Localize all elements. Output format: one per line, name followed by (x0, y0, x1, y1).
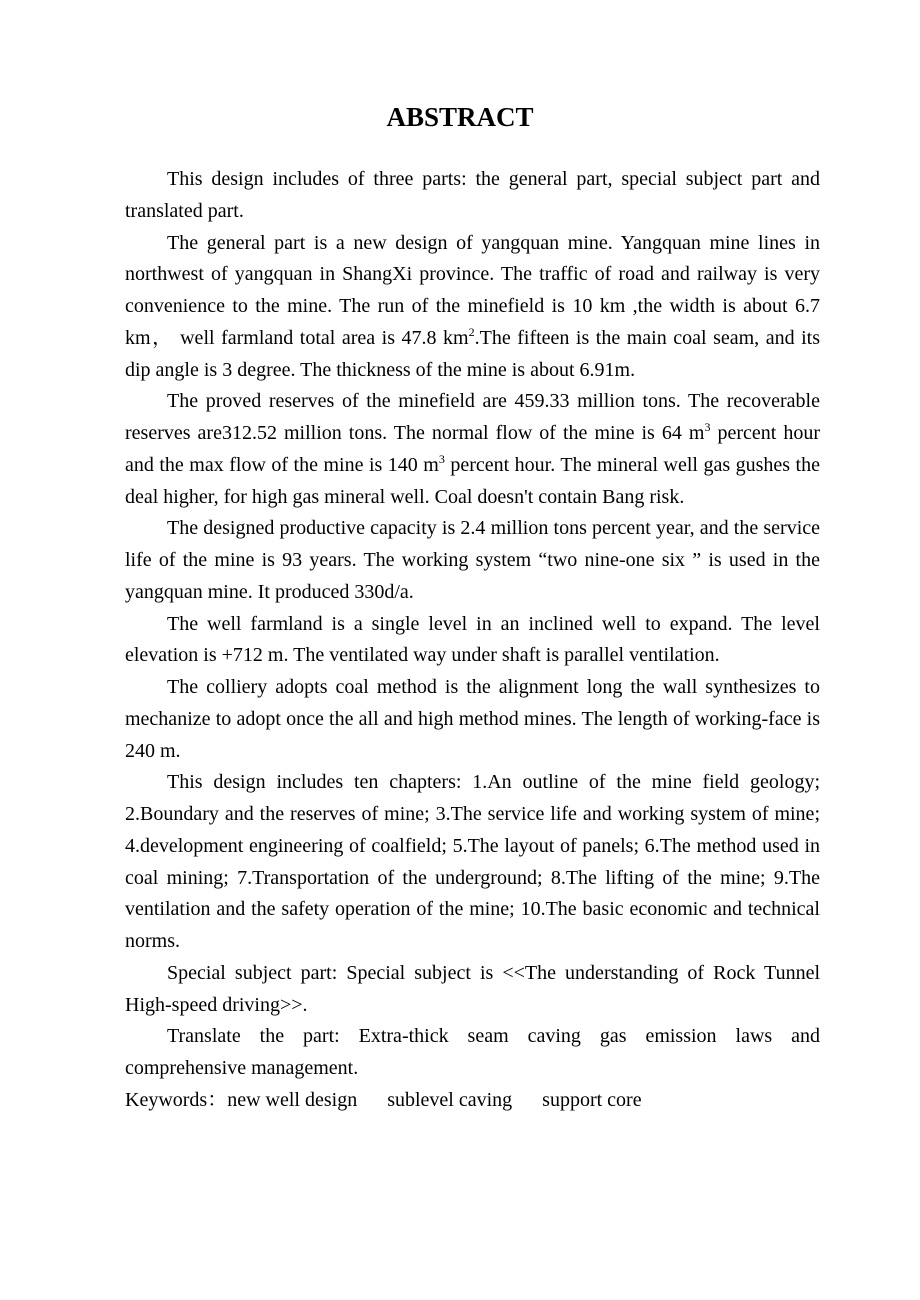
paragraph-overview: This design includes of three parts: the general part, special subject part and translated part. (125, 168, 820, 222)
text-run: percent hour and the max flow of the mine is 140 m (125, 422, 821, 476)
text-run: The proved reserves of the minefield are 459.33 million tons. The recoverable reserves are312.52 million tons. The normal flow of the mine is 64 m (125, 390, 820, 444)
keyword: support core (542, 1088, 642, 1111)
paragraph-capacity: The designed productive capacity is 2.4 million tons percent year, and the service life of the mine is 93 years. The working system “two nine-one six ” is used in the yangquan mine. It produced 330d/a. (125, 517, 820, 603)
superscript: 2 (468, 324, 475, 339)
paragraph-reserves (125, 386, 820, 513)
superscript: 3 (438, 451, 445, 466)
paragraph-farmland: The well farmland is a single level in an inclined well to expand. The level elevation is +712 m. The ventilated way under shaft is parallel ventilation. (125, 612, 820, 667)
abstract-body (125, 164, 820, 1117)
text-run: percent hour. The mineral well gas gushes the deal higher, for high gas mineral well. Coal doesn't contain Bang risk. (125, 453, 820, 508)
keyword: new well design (227, 1088, 358, 1111)
paragraph-chapters: This design includes ten chapters: 1.An outline of the mine field geology; 2.Boundary and the reserves of mine; 3.The service life and working system of mine; 4.development engineering of coalfield; 5.The layout of panels; 6.The method used in coal mining; 7.Transportation of the underground; 8.The lifting of the mine; 9.The ventilation and the safety operation of the mine; 10.The basic economic and technical norms. (125, 771, 820, 952)
paragraph-general-part (125, 228, 820, 387)
keyword: sublevel caving (387, 1088, 513, 1111)
keywords-line (125, 1085, 820, 1117)
superscript: 3 (704, 420, 711, 434)
paragraph-mining-method: The colliery adopts coal method is the alignment long the wall synthesizes to mechanize to adopt once the all and high method mines. The length of working-face is 240 m. (125, 676, 820, 762)
text-run: .The fifteen is the main coal seam, and its dip angle is 3 degree. The thickness of the mine is about 6.91m. (125, 326, 820, 381)
keywords-label: Keywords： (125, 1088, 228, 1111)
paragraph-translation: Translate the part: Extra-thick seam caving gas emission laws and comprehensive management. (125, 1025, 820, 1079)
abstract-title: ABSTRACT (386, 102, 534, 132)
text-run: The general part is a new design of yangquan mine. Yangquan mine lines in northwest of yangquan in ShangXi province. The traffic of road and railway is very convenience to the mine. The run of the minefield is 10 km ,the width is about 6.7 km， well farmland total area is 47.8 km (125, 231, 820, 349)
paragraph-special-subject: Special subject part: Special subject is <<The understanding of Rock Tunnel High-speed driving>>. (125, 961, 820, 1016)
